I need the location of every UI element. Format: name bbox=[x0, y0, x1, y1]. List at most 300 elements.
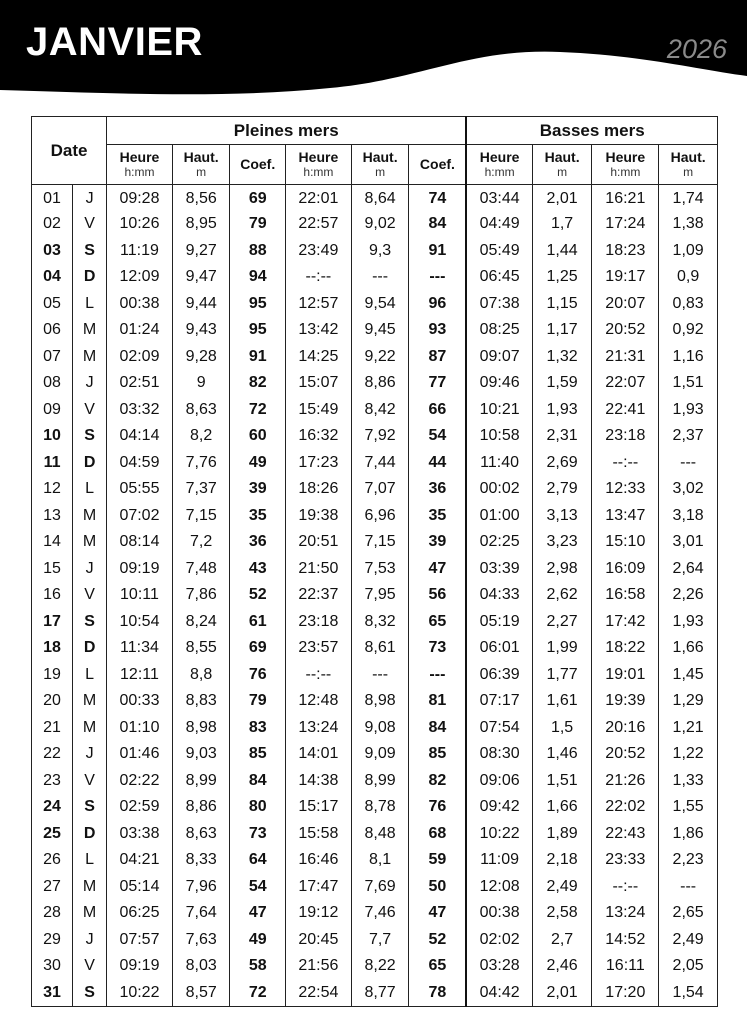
high-tide-height-1: 9,43 bbox=[172, 317, 230, 344]
high-tide-time-2: 15:58 bbox=[285, 821, 351, 848]
high-tide-time-2: 23:57 bbox=[285, 635, 351, 662]
high-tide-coef-2: 84 bbox=[409, 715, 467, 742]
high-tide-height-2: 9,54 bbox=[351, 291, 409, 318]
high-tide-height-1: 8,57 bbox=[172, 980, 230, 1007]
weekday: L bbox=[73, 847, 107, 874]
high-tide-height-2: 7,95 bbox=[351, 582, 409, 609]
high-tide-height-2: --- bbox=[351, 662, 409, 689]
low-tide-height-1: 2,27 bbox=[532, 609, 592, 636]
low-tide-height-1: 2,01 bbox=[532, 980, 592, 1007]
low-tide-time-2: 23:18 bbox=[592, 423, 659, 450]
day-number: 18 bbox=[32, 635, 73, 662]
low-tide-time-2: 20:52 bbox=[592, 741, 659, 768]
weekday: D bbox=[73, 450, 107, 477]
high-tide-height-1: 8,95 bbox=[172, 211, 230, 238]
high-tide-height-1: 7,86 bbox=[172, 582, 230, 609]
table-row bbox=[32, 344, 718, 371]
high-tide-coef-2: 91 bbox=[409, 238, 467, 265]
low-tide-time-1: 02:25 bbox=[466, 529, 532, 556]
pleines-mers-header: Pleines mers bbox=[107, 117, 467, 145]
weekday: V bbox=[73, 211, 107, 238]
high-tide-time-2: 14:01 bbox=[285, 741, 351, 768]
low-tide-height-2: 1,55 bbox=[659, 794, 718, 821]
high-tide-time-2: 19:12 bbox=[285, 900, 351, 927]
high-tide-coef-2: 73 bbox=[409, 635, 467, 662]
weekday: J bbox=[73, 927, 107, 954]
high-tide-coef-2: 77 bbox=[409, 370, 467, 397]
hauteur-header: Haut. m bbox=[659, 145, 718, 185]
day-number: 20 bbox=[32, 688, 73, 715]
low-tide-time-1: 04:42 bbox=[466, 980, 532, 1007]
low-tide-time-2: 21:31 bbox=[592, 344, 659, 371]
day-number: 28 bbox=[32, 900, 73, 927]
day-number: 13 bbox=[32, 503, 73, 530]
low-tide-height-2: 2,64 bbox=[659, 556, 718, 583]
low-tide-time-1: 03:28 bbox=[466, 953, 532, 980]
low-tide-time-2: 17:20 bbox=[592, 980, 659, 1007]
high-tide-height-1: 7,64 bbox=[172, 900, 230, 927]
high-tide-time-2: 14:38 bbox=[285, 768, 351, 795]
high-tide-height-2: 8,32 bbox=[351, 609, 409, 636]
table-row bbox=[32, 794, 718, 821]
low-tide-height-2: 1,86 bbox=[659, 821, 718, 848]
high-tide-height-2: 9,45 bbox=[351, 317, 409, 344]
table-row bbox=[32, 238, 718, 265]
high-tide-height-1: 9,03 bbox=[172, 741, 230, 768]
low-tide-time-1: 05:19 bbox=[466, 609, 532, 636]
coef-header: Coef. bbox=[230, 145, 286, 185]
high-tide-coef-1: 47 bbox=[230, 900, 286, 927]
high-tide-height-2: 9,09 bbox=[351, 741, 409, 768]
high-tide-time-2: 14:25 bbox=[285, 344, 351, 371]
high-tide-height-2: 7,15 bbox=[351, 529, 409, 556]
high-tide-height-2: 8,98 bbox=[351, 688, 409, 715]
weekday: M bbox=[73, 503, 107, 530]
high-tide-height-1: 9,27 bbox=[172, 238, 230, 265]
high-tide-coef-1: 94 bbox=[230, 264, 286, 291]
high-tide-height-1: 8,83 bbox=[172, 688, 230, 715]
hauteur-header: Haut. m bbox=[172, 145, 230, 185]
high-tide-time-1: 03:32 bbox=[107, 397, 173, 424]
high-tide-height-1: 7,76 bbox=[172, 450, 230, 477]
low-tide-height-2: 1,93 bbox=[659, 609, 718, 636]
high-tide-coef-1: 72 bbox=[230, 980, 286, 1007]
weekday: J bbox=[73, 185, 107, 212]
weekday: M bbox=[73, 344, 107, 371]
weekday: V bbox=[73, 768, 107, 795]
day-number: 19 bbox=[32, 662, 73, 689]
high-tide-height-1: 7,2 bbox=[172, 529, 230, 556]
high-tide-coef-2: 82 bbox=[409, 768, 467, 795]
low-tide-time-1: 10:22 bbox=[466, 821, 532, 848]
low-tide-time-1: 07:38 bbox=[466, 291, 532, 318]
high-tide-coef-2: 36 bbox=[409, 476, 467, 503]
low-tide-time-1: 03:44 bbox=[466, 185, 532, 212]
high-tide-height-2: 8,22 bbox=[351, 953, 409, 980]
high-tide-coef-1: 73 bbox=[230, 821, 286, 848]
high-tide-coef-1: 61 bbox=[230, 609, 286, 636]
high-tide-height-1: 8,2 bbox=[172, 423, 230, 450]
table-row bbox=[32, 953, 718, 980]
high-tide-height-2: 8,1 bbox=[351, 847, 409, 874]
high-tide-time-1: 12:11 bbox=[107, 662, 173, 689]
day-number: 03 bbox=[32, 238, 73, 265]
day-number: 25 bbox=[32, 821, 73, 848]
high-tide-time-2: 20:51 bbox=[285, 529, 351, 556]
high-tide-coef-2: 96 bbox=[409, 291, 467, 318]
high-tide-coef-1: 69 bbox=[230, 185, 286, 212]
low-tide-height-2: 2,23 bbox=[659, 847, 718, 874]
weekday: M bbox=[73, 529, 107, 556]
weekday: J bbox=[73, 741, 107, 768]
low-tide-height-1: 1,61 bbox=[532, 688, 592, 715]
table-row bbox=[32, 211, 718, 238]
low-tide-height-2: 1,22 bbox=[659, 741, 718, 768]
day-number: 29 bbox=[32, 927, 73, 954]
low-tide-height-2: 0,83 bbox=[659, 291, 718, 318]
low-tide-height-1: 1,44 bbox=[532, 238, 592, 265]
table-row bbox=[32, 662, 718, 689]
high-tide-height-2: 8,86 bbox=[351, 370, 409, 397]
high-tide-time-2: 22:54 bbox=[285, 980, 351, 1007]
low-tide-height-2: 1,21 bbox=[659, 715, 718, 742]
high-tide-time-1: 11:19 bbox=[107, 238, 173, 265]
high-tide-time-2: 23:49 bbox=[285, 238, 351, 265]
weekday: D bbox=[73, 821, 107, 848]
high-tide-height-2: 8,77 bbox=[351, 980, 409, 1007]
high-tide-coef-2: 44 bbox=[409, 450, 467, 477]
table-row bbox=[32, 900, 718, 927]
low-tide-time-2: 17:24 bbox=[592, 211, 659, 238]
low-tide-height-2: 2,65 bbox=[659, 900, 718, 927]
low-tide-time-1: 10:21 bbox=[466, 397, 532, 424]
high-tide-time-2: 12:48 bbox=[285, 688, 351, 715]
high-tide-coef-1: 49 bbox=[230, 450, 286, 477]
high-tide-coef-2: 66 bbox=[409, 397, 467, 424]
day-number: 10 bbox=[32, 423, 73, 450]
high-tide-height-2: 7,46 bbox=[351, 900, 409, 927]
high-tide-height-1: 8,98 bbox=[172, 715, 230, 742]
low-tide-height-1: 1,46 bbox=[532, 741, 592, 768]
low-tide-height-1: 1,32 bbox=[532, 344, 592, 371]
high-tide-time-2: 23:18 bbox=[285, 609, 351, 636]
low-tide-time-2: 16:11 bbox=[592, 953, 659, 980]
low-tide-height-1: 2,46 bbox=[532, 953, 592, 980]
high-tide-height-1: 9,28 bbox=[172, 344, 230, 371]
high-tide-coef-1: 43 bbox=[230, 556, 286, 583]
low-tide-time-1: 08:25 bbox=[466, 317, 532, 344]
low-tide-height-1: 1,66 bbox=[532, 794, 592, 821]
high-tide-height-1: 8,63 bbox=[172, 821, 230, 848]
table-row bbox=[32, 980, 718, 1007]
heure-header: Heure h:mm bbox=[592, 145, 659, 185]
high-tide-time-2: 21:56 bbox=[285, 953, 351, 980]
low-tide-height-2: 3,01 bbox=[659, 529, 718, 556]
day-number: 14 bbox=[32, 529, 73, 556]
low-tide-time-2: 13:24 bbox=[592, 900, 659, 927]
low-tide-height-2: 2,05 bbox=[659, 953, 718, 980]
table-row bbox=[32, 423, 718, 450]
weekday: M bbox=[73, 317, 107, 344]
high-tide-coef-2: 56 bbox=[409, 582, 467, 609]
high-tide-height-2: --- bbox=[351, 264, 409, 291]
table-row bbox=[32, 450, 718, 477]
high-tide-time-2: 16:32 bbox=[285, 423, 351, 450]
high-tide-coef-1: 76 bbox=[230, 662, 286, 689]
low-tide-height-1: 2,62 bbox=[532, 582, 592, 609]
high-tide-height-2: 8,42 bbox=[351, 397, 409, 424]
high-tide-coef-1: 82 bbox=[230, 370, 286, 397]
high-tide-coef-1: 88 bbox=[230, 238, 286, 265]
high-tide-time-2: 13:42 bbox=[285, 317, 351, 344]
high-tide-time-1: 00:38 bbox=[107, 291, 173, 318]
low-tide-time-2: 16:58 bbox=[592, 582, 659, 609]
low-tide-height-1: 3,13 bbox=[532, 503, 592, 530]
high-tide-time-1: 00:33 bbox=[107, 688, 173, 715]
low-tide-height-2: --- bbox=[659, 874, 718, 901]
table-row bbox=[32, 582, 718, 609]
heure-header: Heure h:mm bbox=[107, 145, 173, 185]
weekday: L bbox=[73, 476, 107, 503]
low-tide-height-2: 3,02 bbox=[659, 476, 718, 503]
day-number: 17 bbox=[32, 609, 73, 636]
high-tide-time-1: 04:59 bbox=[107, 450, 173, 477]
low-tide-time-1: 06:45 bbox=[466, 264, 532, 291]
low-tide-time-2: 18:22 bbox=[592, 635, 659, 662]
low-tide-height-1: 1,77 bbox=[532, 662, 592, 689]
high-tide-height-1: 8,55 bbox=[172, 635, 230, 662]
low-tide-height-2: 0,9 bbox=[659, 264, 718, 291]
high-tide-time-1: 03:38 bbox=[107, 821, 173, 848]
high-tide-coef-1: 80 bbox=[230, 794, 286, 821]
high-tide-time-1: 09:28 bbox=[107, 185, 173, 212]
low-tide-time-1: 08:30 bbox=[466, 741, 532, 768]
high-tide-height-2: 6,96 bbox=[351, 503, 409, 530]
high-tide-time-2: 21:50 bbox=[285, 556, 351, 583]
weekday: L bbox=[73, 291, 107, 318]
low-tide-time-1: 06:01 bbox=[466, 635, 532, 662]
high-tide-coef-2: --- bbox=[409, 662, 467, 689]
low-tide-height-1: 1,7 bbox=[532, 211, 592, 238]
high-tide-coef-1: 79 bbox=[230, 211, 286, 238]
high-tide-time-1: 05:55 bbox=[107, 476, 173, 503]
weekday: S bbox=[73, 794, 107, 821]
table-row bbox=[32, 370, 718, 397]
weekday: M bbox=[73, 874, 107, 901]
weekday: S bbox=[73, 609, 107, 636]
low-tide-time-1: 02:02 bbox=[466, 927, 532, 954]
high-tide-coef-1: 64 bbox=[230, 847, 286, 874]
high-tide-time-1: 07:02 bbox=[107, 503, 173, 530]
low-tide-height-2: 1,45 bbox=[659, 662, 718, 689]
high-tide-coef-1: 72 bbox=[230, 397, 286, 424]
low-tide-time-1: 09:06 bbox=[466, 768, 532, 795]
hauteur-header: Haut. m bbox=[351, 145, 409, 185]
high-tide-height-2: 9,08 bbox=[351, 715, 409, 742]
high-tide-height-2: 7,92 bbox=[351, 423, 409, 450]
high-tide-height-2: 7,07 bbox=[351, 476, 409, 503]
weekday: L bbox=[73, 662, 107, 689]
low-tide-time-2: 16:21 bbox=[592, 185, 659, 212]
high-tide-coef-2: 78 bbox=[409, 980, 467, 1007]
high-tide-coef-2: 74 bbox=[409, 185, 467, 212]
high-tide-time-2: 13:24 bbox=[285, 715, 351, 742]
high-tide-time-2: 22:01 bbox=[285, 185, 351, 212]
low-tide-time-2: 19:17 bbox=[592, 264, 659, 291]
high-tide-time-2: 15:49 bbox=[285, 397, 351, 424]
low-tide-time-2: 18:23 bbox=[592, 238, 659, 265]
low-tide-height-2: 1,66 bbox=[659, 635, 718, 662]
high-tide-coef-1: 95 bbox=[230, 291, 286, 318]
low-tide-height-1: 2,7 bbox=[532, 927, 592, 954]
low-tide-height-1: 1,25 bbox=[532, 264, 592, 291]
low-tide-height-2: 1,54 bbox=[659, 980, 718, 1007]
high-tide-coef-2: 84 bbox=[409, 211, 467, 238]
high-tide-height-2: 9,3 bbox=[351, 238, 409, 265]
high-tide-time-1: 10:54 bbox=[107, 609, 173, 636]
day-number: 09 bbox=[32, 397, 73, 424]
high-tide-coef-1: 83 bbox=[230, 715, 286, 742]
table-row bbox=[32, 927, 718, 954]
weekday: J bbox=[73, 370, 107, 397]
low-tide-height-2: 2,49 bbox=[659, 927, 718, 954]
low-tide-time-2: 13:47 bbox=[592, 503, 659, 530]
table-row bbox=[32, 476, 718, 503]
low-tide-height-1: 2,31 bbox=[532, 423, 592, 450]
high-tide-time-2: 15:07 bbox=[285, 370, 351, 397]
low-tide-time-2: 19:39 bbox=[592, 688, 659, 715]
low-tide-time-2: 14:52 bbox=[592, 927, 659, 954]
high-tide-coef-1: 49 bbox=[230, 927, 286, 954]
high-tide-height-1: 8,99 bbox=[172, 768, 230, 795]
high-tide-time-2: 12:57 bbox=[285, 291, 351, 318]
low-tide-time-2: 15:10 bbox=[592, 529, 659, 556]
high-tide-time-2: 22:37 bbox=[285, 582, 351, 609]
high-tide-height-1: 8,33 bbox=[172, 847, 230, 874]
high-tide-height-1: 8,24 bbox=[172, 609, 230, 636]
low-tide-height-2: 1,51 bbox=[659, 370, 718, 397]
low-tide-time-1: 00:38 bbox=[466, 900, 532, 927]
low-tide-height-1: 2,01 bbox=[532, 185, 592, 212]
high-tide-height-1: 8,8 bbox=[172, 662, 230, 689]
table-row bbox=[32, 688, 718, 715]
high-tide-height-1: 7,15 bbox=[172, 503, 230, 530]
low-tide-height-1: 1,89 bbox=[532, 821, 592, 848]
day-number: 07 bbox=[32, 344, 73, 371]
low-tide-time-2: 22:07 bbox=[592, 370, 659, 397]
high-tide-time-2: 16:46 bbox=[285, 847, 351, 874]
day-number: 11 bbox=[32, 450, 73, 477]
table-row bbox=[32, 609, 718, 636]
high-tide-coef-2: 85 bbox=[409, 741, 467, 768]
table-row bbox=[32, 291, 718, 318]
day-number: 12 bbox=[32, 476, 73, 503]
low-tide-height-2: 1,29 bbox=[659, 688, 718, 715]
low-tide-height-1: 2,69 bbox=[532, 450, 592, 477]
high-tide-height-2: 7,69 bbox=[351, 874, 409, 901]
weekday: S bbox=[73, 980, 107, 1007]
high-tide-coef-2: 47 bbox=[409, 556, 467, 583]
high-tide-coef-1: 69 bbox=[230, 635, 286, 662]
basses-mers-header: Basses mers bbox=[466, 117, 717, 145]
high-tide-time-1: 07:57 bbox=[107, 927, 173, 954]
low-tide-time-2: 20:16 bbox=[592, 715, 659, 742]
table-row bbox=[32, 397, 718, 424]
high-tide-height-1: 9,47 bbox=[172, 264, 230, 291]
weekday: M bbox=[73, 715, 107, 742]
table-row bbox=[32, 185, 718, 212]
high-tide-time-2: 18:26 bbox=[285, 476, 351, 503]
high-tide-height-1: 8,63 bbox=[172, 397, 230, 424]
low-tide-time-1: 03:39 bbox=[466, 556, 532, 583]
high-tide-coef-2: 35 bbox=[409, 503, 467, 530]
high-tide-time-1: 01:46 bbox=[107, 741, 173, 768]
low-tide-height-1: 1,99 bbox=[532, 635, 592, 662]
table-row bbox=[32, 264, 718, 291]
day-number: 24 bbox=[32, 794, 73, 821]
weekday: M bbox=[73, 688, 107, 715]
high-tide-coef-2: 50 bbox=[409, 874, 467, 901]
heure-header: Heure h:mm bbox=[466, 145, 532, 185]
high-tide-time-1: 12:09 bbox=[107, 264, 173, 291]
low-tide-time-2: --:-- bbox=[592, 874, 659, 901]
low-tide-time-1: 09:46 bbox=[466, 370, 532, 397]
day-number: 08 bbox=[32, 370, 73, 397]
day-number: 27 bbox=[32, 874, 73, 901]
low-tide-time-1: 09:42 bbox=[466, 794, 532, 821]
low-tide-time-1: 07:54 bbox=[466, 715, 532, 742]
high-tide-height-1: 7,96 bbox=[172, 874, 230, 901]
day-number: 15 bbox=[32, 556, 73, 583]
low-tide-height-2: 0,92 bbox=[659, 317, 718, 344]
high-tide-height-1: 9,44 bbox=[172, 291, 230, 318]
high-tide-height-1: 7,48 bbox=[172, 556, 230, 583]
table-row bbox=[32, 317, 718, 344]
low-tide-height-2: 1,74 bbox=[659, 185, 718, 212]
low-tide-time-1: 01:00 bbox=[466, 503, 532, 530]
table-row bbox=[32, 821, 718, 848]
high-tide-coef-1: 84 bbox=[230, 768, 286, 795]
high-tide-coef-2: 76 bbox=[409, 794, 467, 821]
high-tide-time-2: 17:23 bbox=[285, 450, 351, 477]
table-row bbox=[32, 847, 718, 874]
high-tide-height-2: 8,99 bbox=[351, 768, 409, 795]
low-tide-time-2: 23:33 bbox=[592, 847, 659, 874]
low-tide-time-1: 04:33 bbox=[466, 582, 532, 609]
day-number: 02 bbox=[32, 211, 73, 238]
high-tide-time-1: 02:59 bbox=[107, 794, 173, 821]
month-title: JANVIER bbox=[26, 20, 203, 64]
table-row bbox=[32, 768, 718, 795]
high-tide-time-1: 05:14 bbox=[107, 874, 173, 901]
high-tide-time-2: --:-- bbox=[285, 662, 351, 689]
low-tide-height-1: 1,17 bbox=[532, 317, 592, 344]
high-tide-height-2: 9,02 bbox=[351, 211, 409, 238]
high-tide-time-1: 01:24 bbox=[107, 317, 173, 344]
low-tide-height-2: 2,37 bbox=[659, 423, 718, 450]
high-tide-height-1: 8,56 bbox=[172, 185, 230, 212]
low-tide-height-1: 1,59 bbox=[532, 370, 592, 397]
high-tide-height-1: 8,86 bbox=[172, 794, 230, 821]
high-tide-height-2: 7,44 bbox=[351, 450, 409, 477]
low-tide-time-2: 20:07 bbox=[592, 291, 659, 318]
low-tide-height-1: 2,98 bbox=[532, 556, 592, 583]
day-number: 26 bbox=[32, 847, 73, 874]
low-tide-height-2: 3,18 bbox=[659, 503, 718, 530]
day-number: 05 bbox=[32, 291, 73, 318]
high-tide-coef-1: 36 bbox=[230, 529, 286, 556]
high-tide-coef-2: 52 bbox=[409, 927, 467, 954]
